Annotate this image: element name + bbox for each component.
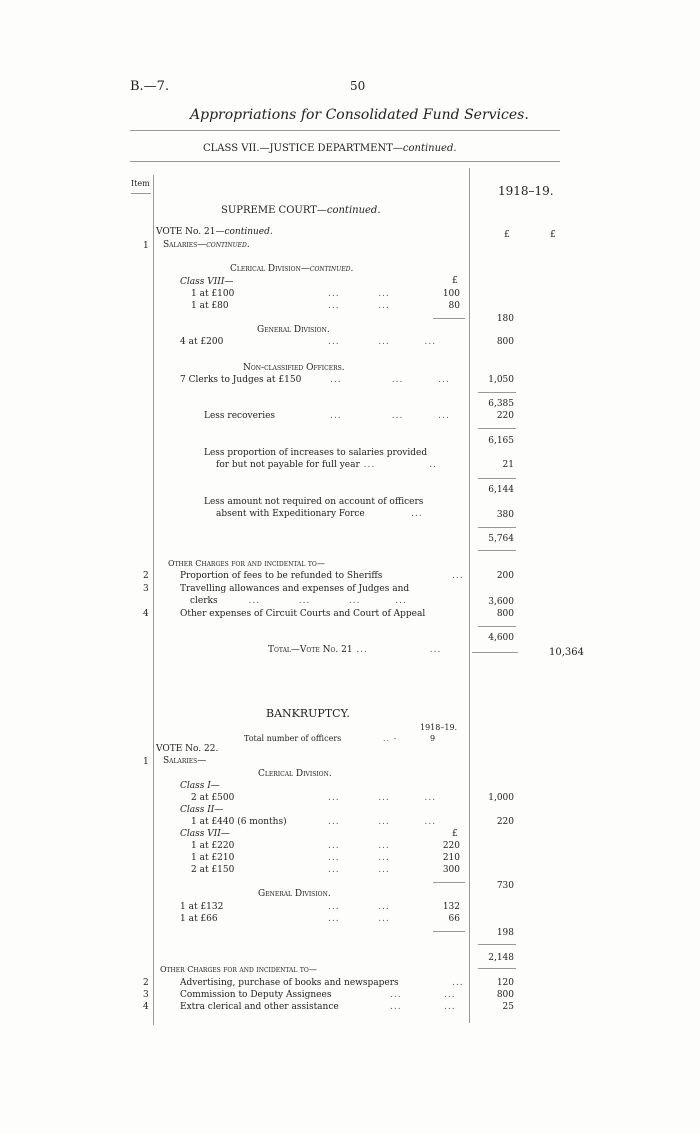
class-label: Class II—	[180, 805, 224, 815]
salary-line: 1 at £220	[191, 841, 235, 851]
salaries-heading: Salaries—	[163, 756, 207, 766]
salaries-heading: Salaries—continued.	[163, 240, 250, 250]
subtotal: 6,385	[488, 399, 514, 409]
item-number: 3	[143, 990, 149, 1000]
amount-column-rule	[469, 168, 470, 1023]
pound-sub-column: £	[452, 829, 458, 839]
vote-22: VOTE No. 22.	[156, 744, 219, 754]
leader-dots: ... ...	[328, 902, 390, 912]
item-number: 4	[143, 609, 149, 619]
salary-line: 2 at £500	[191, 793, 235, 803]
amount: 3,600	[488, 597, 514, 607]
salary-line: 1 at £132	[180, 902, 224, 912]
leader-dots: ... ...	[328, 914, 390, 924]
leader-dots: ... ... ...	[330, 411, 450, 421]
amount: 25	[502, 1002, 514, 1012]
officers-label: Total number of officers	[244, 734, 342, 743]
leader-dots: ...	[452, 978, 464, 988]
class-label: Class I—	[180, 781, 220, 791]
amount: 220	[496, 411, 514, 421]
deduction-line: for but not payable for full year ... ..	[216, 460, 437, 470]
non-classified-heading: Non-classified Officers.	[243, 363, 345, 373]
document-ref: B.—7.	[130, 79, 170, 94]
leader-dots: ... ...	[328, 289, 390, 299]
amount: 220	[442, 841, 460, 851]
charge-line: Proportion of fees to be refunded to Sheriffs	[180, 571, 383, 581]
subtotal: 4,600	[488, 633, 514, 643]
subtotal: 6,144	[488, 485, 514, 495]
bankruptcy-heading: BANKRUPTCY.	[266, 707, 350, 720]
subtotal: 6,165	[488, 436, 514, 446]
other-charges-heading: Other Charges for and incidental to—	[160, 965, 317, 974]
pound-column-1: £	[504, 230, 510, 240]
salary-line: 7 Clerks to Judges at £150	[180, 375, 302, 385]
amount: 200	[496, 571, 514, 581]
amount: 100	[442, 289, 460, 299]
amount: 66	[448, 914, 460, 924]
subtotal: 198	[496, 928, 514, 938]
leader-dots: ... ... ...	[328, 817, 437, 827]
charge-line: clerks ... ... ... ...	[190, 596, 407, 606]
salary-line: 2 at £150	[191, 865, 235, 875]
class-label: Class VII—	[180, 829, 230, 839]
charge-line: Advertising, purchase of books and newspapers	[180, 978, 399, 988]
amount: 800	[496, 990, 514, 1000]
amount: 120	[496, 978, 514, 988]
amount: 380	[496, 510, 514, 520]
item-number: 2	[143, 571, 149, 581]
amount: 210	[442, 853, 460, 863]
charge-line: Commission to Deputy Assignees	[180, 990, 332, 1000]
clerical-division-heading: Clerical Division—continued.	[230, 264, 354, 274]
year-label: 1918–19.	[420, 723, 458, 732]
leader-dots: ... ...	[390, 990, 456, 1000]
item-number: 2	[143, 978, 149, 988]
subtotal: 730	[496, 881, 514, 891]
salary-line: 1 at £80	[191, 301, 229, 311]
amount: 1,050	[488, 375, 514, 385]
vote-total: 10,364	[549, 647, 584, 658]
deduction-line: Less recoveries	[204, 411, 276, 421]
amount: 80	[448, 301, 460, 311]
leader-dots: ... ...	[390, 1002, 456, 1012]
leader-dots: ... ... ...	[328, 337, 437, 347]
subtotal: 5,764	[488, 534, 514, 544]
salary-line: 1 at £66	[180, 914, 218, 924]
amount: 132	[442, 902, 460, 912]
leader-dots: ... ... ...	[328, 793, 437, 803]
vote-21: VOTE No. 21—continued.	[156, 227, 273, 237]
salary-line: 1 at £440 (6 months)	[191, 817, 287, 827]
item-number: 1	[143, 241, 149, 251]
class-heading: CLASS VII.—JUSTICE DEPARTMENT—continued.	[203, 143, 457, 154]
subtotal: 2,148	[488, 953, 514, 963]
item-number: 1	[143, 757, 149, 767]
amount: 220	[496, 817, 514, 827]
clerical-division-heading: Clerical Division.	[258, 769, 332, 779]
salary-line: 1 at £100	[191, 289, 235, 299]
amount: 800	[496, 609, 514, 619]
pound-column-2: £	[550, 230, 556, 240]
item-column-rule	[153, 175, 154, 1025]
amount: 21	[502, 460, 514, 470]
page-title: Appropriations for Consolidated Fund Services.	[190, 107, 529, 123]
leader-dots: ... ...	[328, 841, 390, 851]
item-number: 4	[143, 1002, 149, 1012]
general-division-heading: General Division.	[257, 325, 330, 335]
charge-line: Other expenses of Circuit Courts and Court of Appeal	[180, 609, 426, 619]
general-division-heading: General Division.	[258, 889, 331, 899]
supreme-court-heading: SUPREME COURT—continued.	[221, 205, 381, 216]
item-number: 3	[143, 584, 149, 594]
officers-count: 9	[430, 734, 436, 743]
page-number: 50	[350, 79, 366, 93]
other-charges-heading: Other Charges for and incidental to—	[168, 559, 325, 568]
leader-dots: ... ...	[328, 865, 390, 875]
class-label: Class VIII—	[180, 277, 234, 287]
vote-total-label: Total—Vote No. 21 ... ...	[268, 645, 442, 655]
item-column-header: Item	[131, 179, 150, 188]
deduction-line: Less amount not required on account of officers	[204, 497, 424, 507]
pound-sub-column: £	[452, 276, 458, 286]
deduction-line: absent with Expeditionary Force ...	[216, 509, 423, 519]
subtotal: 180	[496, 314, 514, 324]
amount: 800	[496, 337, 514, 347]
salary-line: 1 at £210	[191, 853, 235, 863]
leader-dots: .. -	[383, 734, 398, 743]
amount: 1,000	[488, 793, 514, 803]
leader-dots: ...	[452, 571, 464, 581]
year-column-header: 1918–19.	[498, 184, 554, 198]
salary-line: 4 at £200	[180, 337, 224, 347]
leader-dots: ... ...	[328, 853, 390, 863]
leader-dots: ... ... ...	[330, 375, 450, 385]
leader-dots: ... ...	[328, 301, 390, 311]
charge-line: Travelling allowances and expenses of Judges and	[180, 584, 410, 594]
deduction-line: Less proportion of increases to salaries provided	[204, 448, 428, 458]
amount: 300	[442, 865, 460, 875]
charge-line: Extra clerical and other assistance	[180, 1002, 339, 1012]
